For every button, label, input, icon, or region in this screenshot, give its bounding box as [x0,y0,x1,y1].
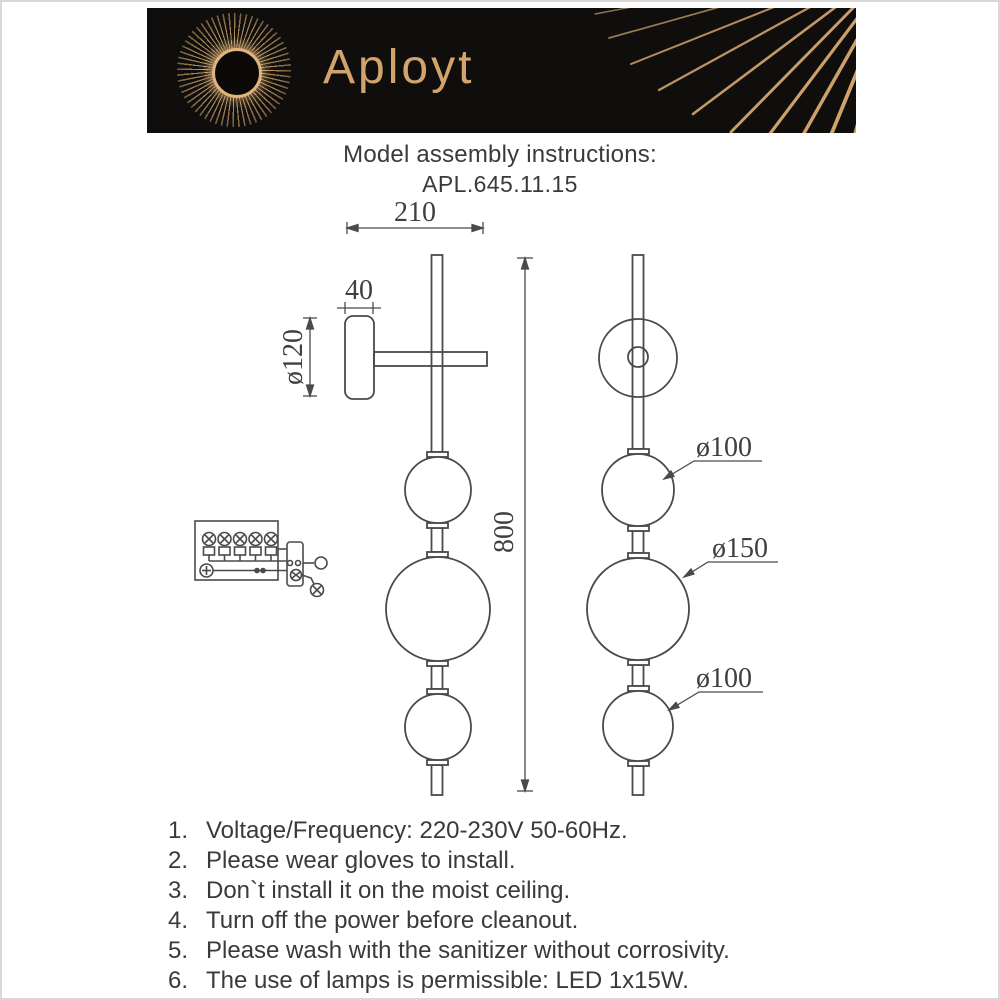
corner-rays-decoration [147,8,856,133]
title-block [0,141,1000,198]
instruction-item [168,969,928,993]
dim-globe-middle-label: ø150 [712,533,768,564]
wire-loop [315,557,327,569]
instructions-list [168,819,928,999]
instruction-text: Turn off the power before cleanout. [206,907,579,934]
globe-bottom-front [603,691,673,761]
front-view [587,255,689,795]
instruction-item [168,819,928,843]
dim-width-label: 210 [394,197,436,228]
instruction-item [168,939,928,963]
wall-plate [345,316,374,399]
instruction-item [168,879,928,903]
globe-top [405,457,471,523]
instruction-number: 5. [168,937,189,964]
instruction-text: Voltage/Frequency: 220-230V 50-60Hz. [206,817,628,844]
brand-banner [147,8,856,133]
instruction-text: Please wash with the sanitizer without corrosivity. [206,937,730,964]
instruction-number: 3. [168,877,189,904]
instruction-item [168,909,928,933]
dimension-lines [303,222,778,791]
mounting-arm [374,352,487,366]
page-title: Model assembly instructions: [343,141,657,168]
instruction-number: 2. [168,847,189,874]
technical-drawing [0,195,1000,815]
side-view [345,255,490,795]
wall-disc [599,319,677,397]
globe-bottom [405,694,471,760]
instruction-item [168,849,928,873]
wiring-diagram [195,521,327,597]
dim-base-diameter-label: ø120 [278,329,309,385]
brand-name: Aployt [323,41,475,94]
instruction-text: Don`t install it on the moist ceiling. [206,877,571,904]
dim-globe-bottom-label: ø100 [696,663,752,694]
instruction-text: Please wear gloves to install. [206,847,516,874]
dim-globe-top-label: ø100 [696,432,752,463]
instruction-text: The use of lamps is permissible: LED 1x15W. [206,967,689,994]
globe-middle-front [587,558,689,660]
screw-hole [628,347,648,367]
dim-height-label: 800 [489,511,520,553]
instruction-number: 6. [168,967,189,994]
model-number: APL.645.11.15 [422,171,578,197]
globe-top-front [602,454,674,526]
instruction-number: 1. [168,817,189,844]
dim-bracket-label: 40 [345,275,373,306]
instruction-number: 4. [168,907,189,934]
globe-middle [386,557,490,661]
terminal-screws [203,533,278,562]
